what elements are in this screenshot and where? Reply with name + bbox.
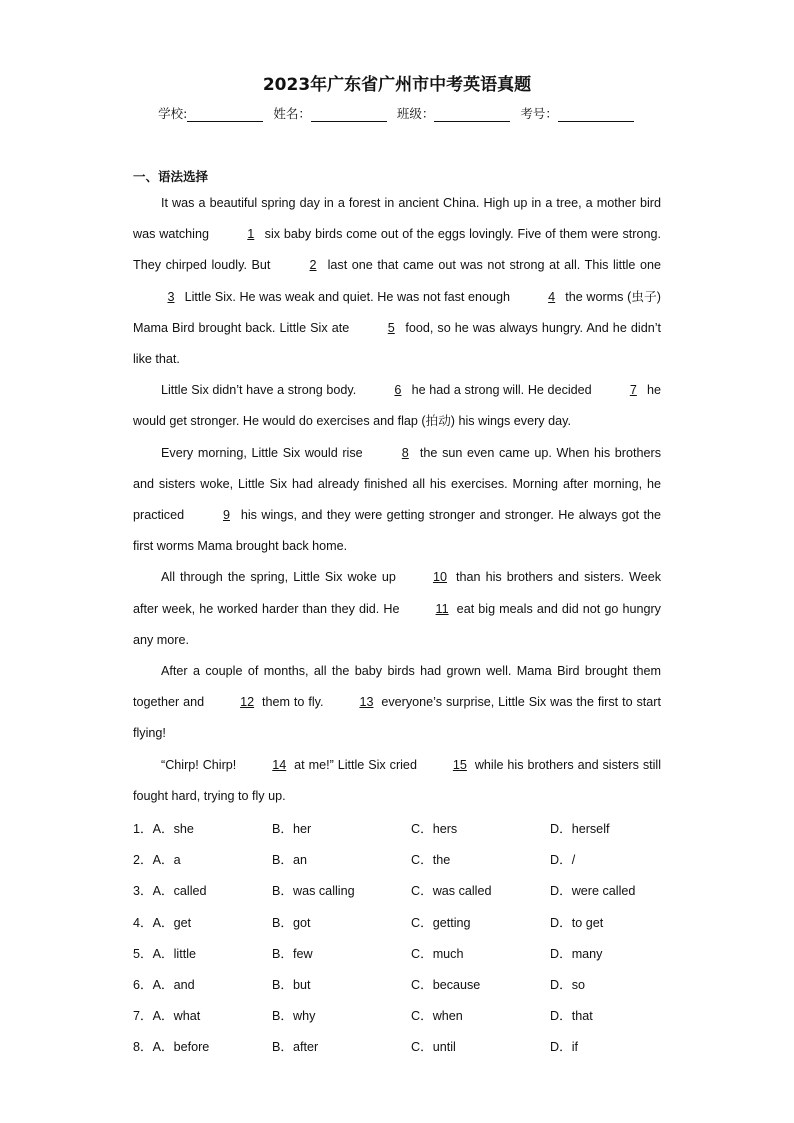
answer-option[interactable] bbox=[411, 974, 550, 993]
section-title: 一、语法选择 bbox=[133, 169, 209, 184]
passage-text: eat big meals and did not go hungry any more. bbox=[133, 601, 661, 647]
passage-paragraph bbox=[133, 375, 661, 437]
option-text: B．few bbox=[272, 946, 313, 961]
option-text: D．were called bbox=[550, 884, 636, 899]
answer-option[interactable] bbox=[411, 1036, 550, 1055]
class-blank[interactable] bbox=[434, 109, 510, 122]
answer-option[interactable] bbox=[550, 1005, 689, 1024]
answer-option[interactable] bbox=[272, 974, 411, 993]
answer-option[interactable] bbox=[550, 1036, 689, 1055]
class-label: 班级： bbox=[396, 106, 435, 121]
option-text: B．after bbox=[272, 1040, 319, 1055]
passage-paragraph bbox=[133, 188, 661, 375]
answer-option[interactable] bbox=[133, 1005, 272, 1024]
option-text: D．/ bbox=[550, 853, 576, 868]
answer-option[interactable] bbox=[411, 1005, 550, 1024]
answer-option[interactable] bbox=[550, 849, 689, 868]
question-row bbox=[133, 999, 693, 1030]
question-row bbox=[133, 906, 693, 937]
passage-text: Every morning, Little Six would rise bbox=[161, 445, 368, 460]
passage-text: All through the spring, Little Six woke up bbox=[161, 570, 401, 585]
answer-blank[interactable]: 2 bbox=[309, 258, 317, 273]
answer-option[interactable] bbox=[550, 818, 689, 837]
passage-text: food, so he was always hungry. And he didn’t like that. bbox=[133, 320, 661, 367]
option-text: C．when bbox=[411, 1009, 463, 1024]
passage-text: the worms (虫子) Mama Bird brought back. Little Six ate bbox=[133, 289, 661, 335]
answer-option[interactable] bbox=[550, 974, 689, 993]
answer-option[interactable] bbox=[272, 880, 411, 899]
answer-option[interactable] bbox=[133, 974, 272, 993]
option-text: A．little bbox=[152, 946, 196, 961]
passage-text: It was a beautiful spring day in a forest in ancient China. High up in a tree, a mother bird was watching bbox=[133, 196, 661, 242]
option-text: A．get bbox=[152, 915, 192, 930]
answer-option[interactable] bbox=[133, 849, 272, 868]
option-text: C．because bbox=[411, 978, 481, 993]
passage-paragraph bbox=[133, 656, 661, 750]
answer-blank[interactable]: 13 bbox=[359, 695, 374, 710]
question-row bbox=[133, 843, 693, 874]
school-blank[interactable] bbox=[187, 109, 263, 122]
question-number: 7． bbox=[133, 1009, 153, 1024]
passage-text: the sun even came up. When his brothers and sisters woke, Little Six had already finished all his exercises. Morning after morning, he practiced bbox=[133, 445, 661, 523]
answer-option[interactable] bbox=[550, 912, 689, 931]
answer-option[interactable] bbox=[133, 912, 272, 931]
option-text: A．what bbox=[152, 1009, 201, 1024]
exam-number-blank[interactable] bbox=[558, 109, 634, 122]
answer-option[interactable] bbox=[133, 943, 272, 962]
passage-text: his wings, and they were getting stronger and stronger. He always got the first worms Mama brought back home. bbox=[133, 508, 661, 554]
option-text: B．was calling bbox=[272, 884, 355, 899]
answer-option[interactable] bbox=[411, 849, 550, 868]
passage-text: “Chirp! Chirp! bbox=[161, 757, 241, 772]
answer-blank[interactable]: 8 bbox=[401, 445, 409, 460]
option-text: C．was called bbox=[411, 884, 492, 899]
passage-text: After a couple of months, all the baby birds had grown well. Mama Bird brought them together and bbox=[133, 664, 661, 710]
exam-number-label: 考号： bbox=[520, 106, 558, 121]
answer-option[interactable] bbox=[411, 912, 550, 931]
answer-option[interactable] bbox=[550, 943, 689, 962]
passage-text: he would get stronger. He would do exercises and flap (拍动) his wings every day. bbox=[133, 383, 661, 429]
question-row bbox=[133, 1030, 693, 1061]
answer-option[interactable] bbox=[411, 880, 550, 899]
passage-text: Little Six didn’t have a strong body. bbox=[161, 383, 360, 398]
passage-paragraph bbox=[133, 438, 661, 563]
name-field[interactable] bbox=[273, 104, 389, 122]
option-text: C．much bbox=[411, 946, 464, 961]
question-number: 6． bbox=[133, 978, 153, 993]
question-number: 1． bbox=[133, 822, 153, 837]
passage-text: last one that came out was not strong at all. This little one bbox=[323, 258, 661, 273]
option-text: A．she bbox=[152, 822, 194, 837]
option-text: B．why bbox=[272, 1009, 316, 1024]
option-text: B．but bbox=[272, 978, 311, 993]
passage-text: Little Six. He was weak and quiet. He was not fast enough bbox=[181, 289, 514, 304]
exam-number-field[interactable] bbox=[520, 104, 636, 122]
answer-option[interactable] bbox=[272, 1036, 411, 1055]
question-row bbox=[133, 812, 693, 843]
answer-blank[interactable]: 10 bbox=[432, 570, 447, 585]
passage-text: them to fly. bbox=[258, 695, 328, 710]
answer-blank[interactable]: 6 bbox=[394, 383, 402, 398]
answer-blank[interactable]: 7 bbox=[629, 383, 637, 398]
answer-blank[interactable]: 3 bbox=[167, 289, 175, 304]
question-number: 8． bbox=[133, 1040, 153, 1055]
answer-blank[interactable]: 11 bbox=[435, 601, 449, 616]
answer-option[interactable] bbox=[272, 1005, 411, 1024]
answer-blank[interactable]: 15 bbox=[452, 757, 467, 772]
passage-text: he had a strong will. He decided bbox=[407, 383, 596, 398]
question-options bbox=[133, 812, 693, 1062]
answer-blank[interactable]: 12 bbox=[240, 695, 255, 710]
answer-option[interactable] bbox=[133, 1036, 272, 1055]
option-text: A．called bbox=[152, 884, 207, 899]
answer-blank[interactable]: 5 bbox=[387, 320, 395, 335]
student-info-fields bbox=[0, 104, 794, 122]
name-blank[interactable] bbox=[311, 109, 387, 122]
passage-text: six baby birds come out of the eggs lovingly. Five of them were strong. They chirped loudly. But bbox=[133, 227, 661, 273]
option-text: D．so bbox=[550, 978, 585, 993]
answer-option[interactable] bbox=[133, 818, 272, 837]
answer-option[interactable] bbox=[272, 849, 411, 868]
answer-option[interactable] bbox=[272, 912, 411, 931]
answer-blank[interactable]: 9 bbox=[222, 508, 230, 523]
option-text: C．until bbox=[411, 1040, 456, 1055]
answer-blank[interactable]: 4 bbox=[548, 289, 556, 304]
answer-blank[interactable]: 14 bbox=[272, 757, 287, 772]
school-label: 学校: bbox=[158, 106, 188, 121]
question-number: 2． bbox=[133, 853, 153, 868]
answer-option[interactable] bbox=[272, 943, 411, 962]
answer-option[interactable] bbox=[133, 880, 272, 899]
question-row bbox=[133, 968, 693, 999]
question-number: 4． bbox=[133, 915, 153, 930]
passage-text: while his brothers and sisters still fought hard, trying to fly up. bbox=[133, 757, 662, 803]
option-text: D．many bbox=[550, 946, 603, 961]
option-text: D．that bbox=[550, 1009, 593, 1024]
option-text: B．got bbox=[272, 915, 311, 930]
option-text: B．an bbox=[272, 853, 308, 868]
passage-paragraph bbox=[133, 750, 661, 812]
reading-passage bbox=[133, 188, 661, 812]
answer-option[interactable] bbox=[272, 818, 411, 837]
page-title: 2023年广东省广州市中考英语真题 bbox=[262, 75, 532, 95]
option-text: D．if bbox=[550, 1040, 578, 1055]
answer-option[interactable] bbox=[411, 943, 550, 962]
question-row bbox=[133, 874, 693, 905]
passage-text: at me!” Little Six cried bbox=[290, 757, 421, 772]
option-text: A．before bbox=[152, 1040, 210, 1055]
passage-text: than his brothers and sisters. Week after week, he worked harder than they did. He bbox=[133, 570, 661, 616]
question-number: 3． bbox=[133, 884, 153, 899]
option-text: C．hers bbox=[411, 822, 458, 837]
option-text: A．and bbox=[152, 978, 195, 993]
option-text: D．to get bbox=[550, 915, 604, 930]
question-number: 5． bbox=[133, 946, 153, 961]
answer-option[interactable] bbox=[550, 880, 689, 899]
passage-text: everyone’s surprise, Little Six was the first to start flying! bbox=[133, 695, 661, 741]
option-text: D．herself bbox=[550, 822, 610, 837]
question-row bbox=[133, 937, 693, 968]
answer-option[interactable] bbox=[411, 818, 550, 837]
option-text: C．getting bbox=[411, 915, 471, 930]
option-text: A．a bbox=[152, 853, 181, 868]
passage-paragraph bbox=[133, 562, 661, 656]
answer-blank[interactable]: 1 bbox=[247, 227, 255, 242]
class-field[interactable] bbox=[397, 104, 513, 122]
option-text: C．the bbox=[411, 853, 451, 868]
option-text: B．her bbox=[272, 822, 312, 837]
name-label: 姓名： bbox=[273, 106, 311, 121]
school-field[interactable] bbox=[158, 104, 265, 122]
